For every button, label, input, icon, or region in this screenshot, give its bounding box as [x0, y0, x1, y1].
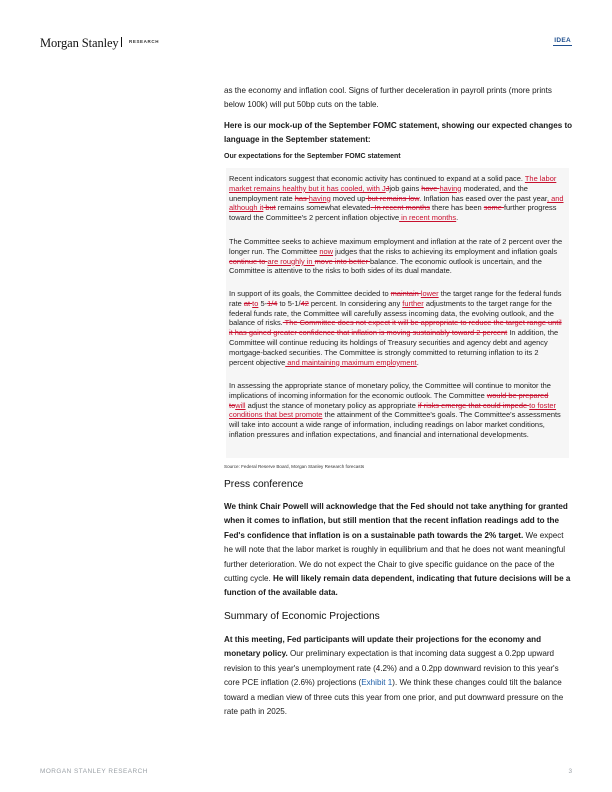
sep-body-1: Our preliminary expectation is that incoming data suggest a 0.2pp upward revision to this year's unemployment rate (4.2%) and a 0.2pp downward revision to this year's core PCE inflation (2.6%) projections (	[224, 649, 559, 688]
press-bold-tail: He will likely remain data dependent, indicating that future decisions will be a function of the available data.	[224, 574, 571, 598]
inserted-text: are roughly in	[267, 256, 315, 266]
statement-text: remains somewhat elevated	[275, 203, 371, 213]
deleted-text: would be prepared to	[229, 390, 549, 410]
statement-paragraph-1	[229, 174, 565, 223]
press-body: We expect he will note that the labor market is roughly in equilibrium and that he does not want meaningful further deterioration. We do not expect the Chair to give specific guidance on the pace of the cutting cycle.	[224, 530, 566, 584]
sep-bold-lead: At this meeting, Fed participants will update their projections for the economy and monetary policy.	[224, 635, 542, 659]
intro-paragraph	[224, 84, 574, 113]
deleted-text: some	[483, 203, 504, 213]
inserted-text: to foster conditions that best promote	[229, 400, 557, 420]
page-header	[40, 34, 572, 52]
statement-text: Recent indicators suggest that economic activity has continued to expand at a solid pace.	[229, 174, 525, 183]
statement-text: In assessing the appropriate stance of monetary policy, the Committee will continue to monitor the implications of incoming information for the economic outlook. The Committee	[229, 381, 551, 400]
inserted-text: now	[319, 246, 334, 256]
statement-text: . Inflation has eased over the past year	[419, 193, 547, 203]
statement-text: .	[456, 213, 459, 223]
sep-heading: Summary of Economic Projections	[224, 611, 380, 622]
inserted-text: lower	[420, 289, 439, 298]
statement-text: The Committee seeks to achieve maximum employment and inflation at the rate of 2 percent over the longer run. The Committee	[229, 237, 563, 256]
statement-paragraph-3	[229, 289, 565, 367]
statement-text: judges that the risks to achieving its employment and inflation goals	[333, 246, 558, 256]
deleted-text: J	[385, 183, 390, 193]
statement-text: there has been	[429, 203, 484, 213]
deleted-text: 1/4	[267, 298, 278, 308]
page-number: 3	[568, 768, 572, 775]
deleted-text: at	[243, 298, 253, 308]
statement-text: In support of its goals, the Committee decided to	[229, 289, 391, 298]
inserted-text: having	[439, 183, 462, 193]
logo-divider	[121, 37, 122, 47]
idea-badge: IDEA	[554, 37, 571, 44]
statement-text: the attainment of the Committee's goals. The Committee's assessments will take into account a wide range of information, including readings on labor market conditions, inflation pressures and inflation expectations, and financial and international developments.	[229, 410, 561, 439]
deleted-text: continue to	[229, 256, 268, 266]
deleted-text: move into better	[314, 256, 371, 266]
sep-paragraph	[224, 633, 574, 719]
statement-text: .	[416, 357, 419, 367]
deleted-text: have	[421, 183, 440, 193]
statement-paragraph-4	[229, 381, 565, 440]
deleted-text: has	[294, 193, 309, 203]
statement-text: moved up	[330, 193, 366, 203]
exhibit-1-link[interactable]: Exhibit 1	[361, 678, 393, 688]
exhibit-title: Our expectations for the September FOMC statement	[224, 153, 401, 160]
statement-text: In addition, the Committee will continue reducing its holdings of Treasury securities and agency debt and agency mortgage-backed securities. The Committee is strongly committed to returning inflation to its 2 percent objective	[229, 328, 559, 367]
logo-research-label: RESEARCH	[129, 39, 160, 44]
deleted-text: The Committee does not expect it will be appropriate to reduce the target range until it has gained greater confidence that inflation is moving sustainably toward 2 percent	[229, 318, 562, 338]
statement-text: adjustments to the target range for the federal funds rate, the Committee will carefully assess incoming data, the evolving outlook, and the balance of risks.	[229, 298, 554, 328]
statement-text: moderated, and the unemployment rate	[229, 183, 528, 203]
intro-text: as the economy and inflation cool. Signs of further deceleration in payroll prints (more prints below 100k) will put 50bp cuts on the table.	[224, 86, 552, 110]
fomc-statement-box	[226, 168, 569, 458]
deleted-text: maintain	[390, 289, 421, 298]
statement-text: percent. In considering any	[308, 298, 403, 308]
inserted-text: and maintaining maximum employment	[285, 357, 417, 367]
morgan-stanley-logo: Morgan Stanley	[40, 36, 119, 50]
inserted-text: The labor market remains healthy but it has cooled, with J	[229, 174, 557, 193]
deleted-text: 42	[300, 298, 309, 308]
mockup-lead	[224, 119, 574, 148]
statement-text: 5-	[258, 298, 268, 308]
statement-paragraph-2	[229, 237, 565, 276]
statement-text: to 5-1/	[277, 298, 301, 308]
deleted-text: but	[263, 203, 276, 213]
inserted-text: to	[252, 298, 259, 308]
statement-text: adjust the stance of monetary policy as appropriate	[245, 400, 418, 410]
deleted-text: if risks emerge that could impede	[417, 400, 530, 410]
deleted-text: but remains low	[365, 193, 420, 203]
statement-text: balance. The economic outlook is uncertain, and the Committee is attentive to the risks to both sides of its dual mandate.	[229, 256, 542, 276]
press-bold-lead: We think Chair Powell will acknowledge that the Fed should not take anything for granted when it comes to inflation, but still mention that the recent inflation readings add to the Fed's confidence that inflation is on a sustainable path towards the 2% target.	[224, 502, 568, 540]
inserted-text: in recent months	[399, 213, 457, 223]
mockup-lead-text: Here is our mock-up of the September FOMC statement, showing our expected changes to language in the September statement:	[224, 121, 573, 145]
statement-text: the target range for the federal funds rate	[229, 289, 562, 308]
inserted-text: further	[402, 298, 424, 308]
footer-brand: MORGAN STANLEY RESEARCH	[40, 768, 148, 775]
exhibit-source: Source: Federal Reserve Board, Morgan Stanley Research forecasts	[224, 464, 365, 469]
inserted-text: having	[308, 193, 331, 203]
statement-text: further progress toward the Committee's 2 percent inflation objective	[229, 203, 557, 223]
press-conference-paragraph	[224, 500, 574, 601]
deleted-text: . In recent months	[370, 203, 430, 213]
inserted-text: will	[235, 400, 246, 410]
sep-body-2: ). We think these changes could tilt the balance toward a median view of three cuts this year from one prior, and put downward pressure on the rate path in 2025.	[224, 678, 564, 717]
inserted-text: , and although it	[229, 193, 564, 213]
press-conference-heading: Press conference	[224, 479, 304, 490]
statement-text: job gains	[389, 183, 422, 193]
